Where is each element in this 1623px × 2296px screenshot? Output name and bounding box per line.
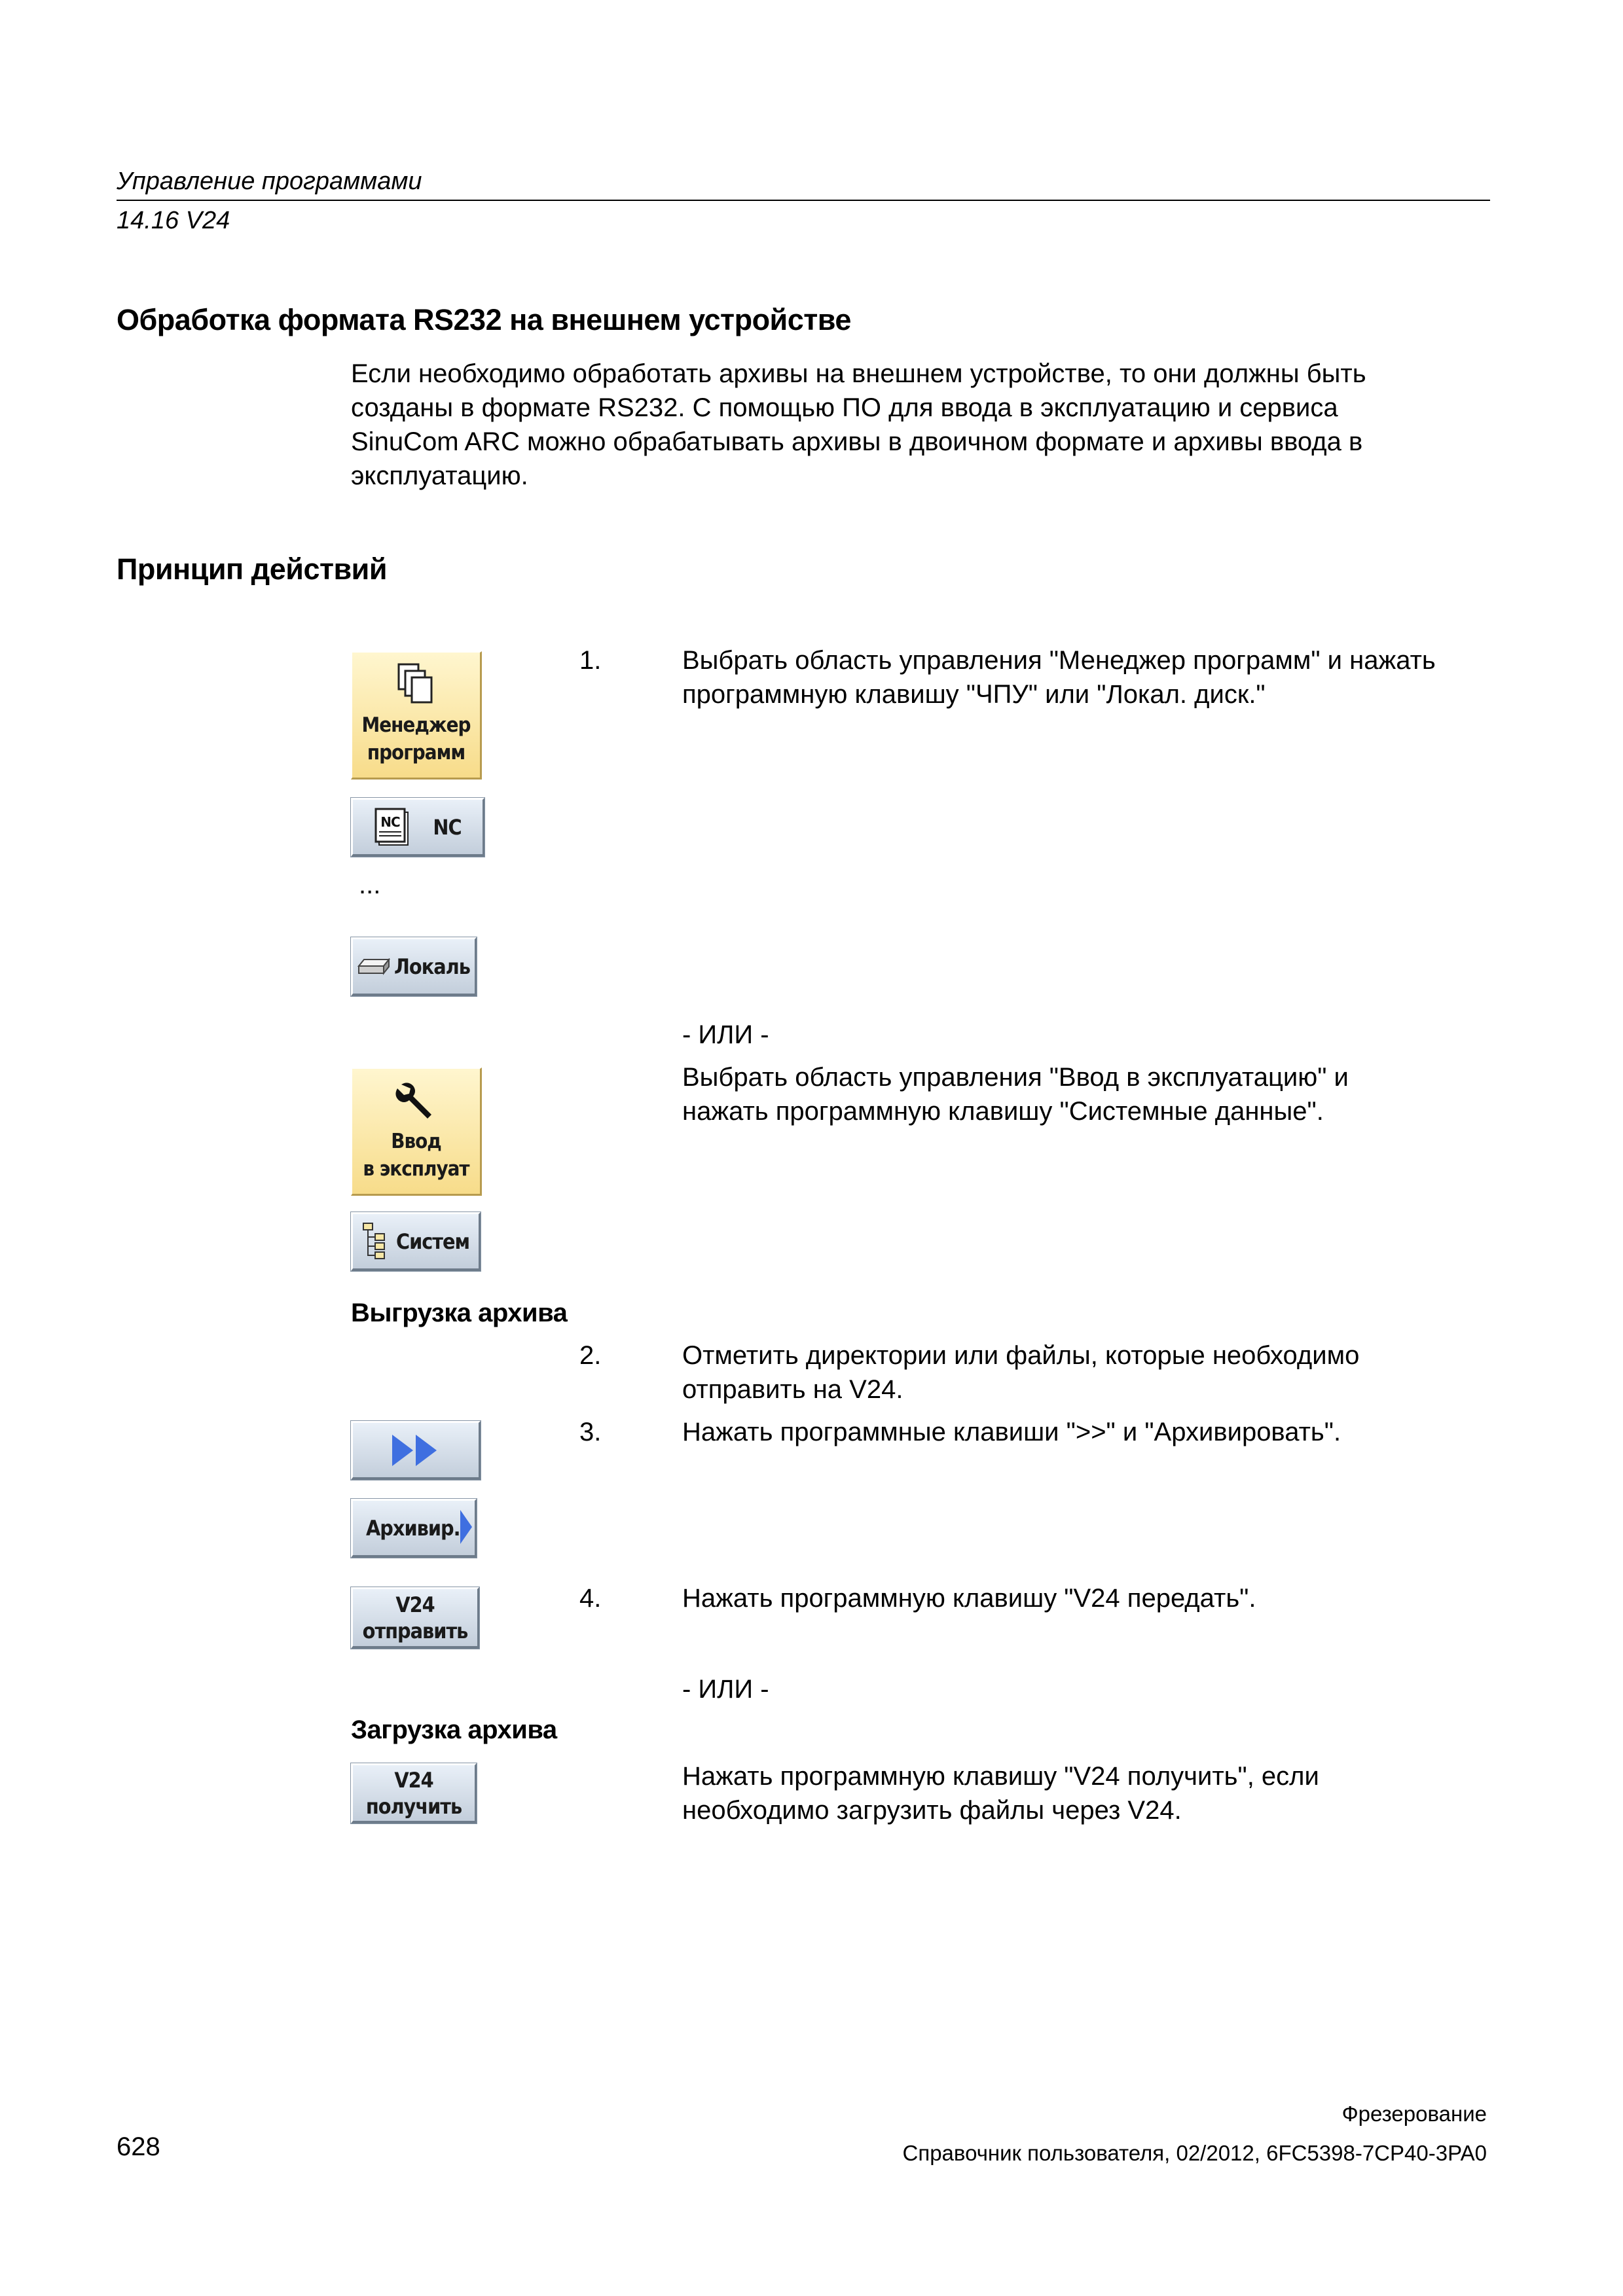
nc-label: NC	[433, 814, 462, 840]
step-line: Отметить директории или файлы, которые необходимо	[682, 1341, 1360, 1370]
wrench-icon	[393, 1078, 439, 1124]
step-line: необходимо загрузить файлы через V24.	[682, 1796, 1182, 1825]
alternative-step-text	[682, 1060, 1494, 1128]
submenu-arrow-icon	[459, 1507, 473, 1547]
tree-icon	[362, 1222, 391, 1261]
intro-line: SinuCom ARC можно обрабатывать архивы в двоичном формате и архивы ввода в	[351, 427, 1363, 456]
step-2-text	[682, 1338, 1494, 1407]
step-line: программную клавишу "ЧПУ" или "Локал. диск."	[682, 680, 1266, 709]
intro-paragraph	[351, 357, 1490, 493]
subheading-unload-archive: Выгрузка архива	[351, 1299, 568, 1327]
program-manager-icon	[393, 662, 439, 708]
more-softkey[interactable]	[351, 1421, 481, 1480]
footer-product: Фрезерование	[1341, 2102, 1487, 2126]
system-data-label: Систем	[395, 1229, 470, 1254]
v24-receive-softkey[interactable]	[351, 1763, 477, 1823]
step-line: Выбрать область управления "Менеджер программ" и нажать	[682, 646, 1436, 675]
local-drive-icon	[357, 958, 390, 975]
step-line: Выбрать область управления "Ввод в эксплуатацию" и	[682, 1063, 1349, 1092]
program-manager-label: Менеджер программ	[361, 713, 471, 764]
commissioning-label: Ввод в эксплуат	[363, 1130, 469, 1181]
step-line: нажать программную клавишу "Системные данные".	[682, 1097, 1324, 1126]
subheading-load-archive: Загрузка архива	[351, 1715, 557, 1744]
double-arrow-icon	[390, 1431, 442, 1470]
step-1-text	[682, 643, 1494, 711]
step-4-number: 4.	[579, 1584, 602, 1613]
or-separator-1: - ИЛИ -	[682, 1020, 769, 1049]
step-4-text: Нажать программную клавишу "V24 передать".	[682, 1584, 1256, 1613]
running-header-chapter: Управление программами	[117, 168, 422, 195]
or-separator-2: - ИЛИ -	[682, 1675, 769, 1704]
local-drive-softkey[interactable]	[351, 937, 477, 996]
system-data-softkey[interactable]	[351, 1212, 481, 1271]
archive-label: Архивир.	[366, 1515, 460, 1541]
header-rule	[117, 200, 1490, 201]
v24-send-softkey[interactable]	[351, 1587, 479, 1649]
local-drive-label: Локаль	[394, 954, 470, 979]
program-manager-button[interactable]	[351, 651, 482, 780]
section-title-procedure: Принцип действий	[117, 552, 387, 586]
v24-send-label: V24 отправить	[362, 1592, 468, 1643]
step-3-number: 3.	[579, 1418, 602, 1446]
receive-step-text	[682, 1759, 1494, 1827]
step-line: отправить на V24.	[682, 1375, 903, 1404]
footer-reference: Справочник пользователя, 02/2012, 6FC5398-7CP40-3PA0	[902, 2141, 1487, 2165]
intro-line: эксплуатацию.	[351, 461, 528, 490]
step-3-text: Нажать программные клавиши ">>" и "Архивировать".	[682, 1418, 1341, 1446]
running-header-section: 14.16 V24	[117, 207, 230, 234]
section-title-rs232: Обработка формата RS232 на внешнем устройстве	[117, 303, 851, 336]
archive-softkey[interactable]	[351, 1499, 477, 1558]
nc-softkey[interactable]	[351, 798, 484, 857]
step-2-number: 2.	[579, 1341, 602, 1370]
nc-icon-text: NC	[380, 814, 401, 830]
intro-line: Если необходимо обработать архивы на внешнем устройстве, то они должны быть	[351, 359, 1366, 388]
intro-line: созданы в формате RS232. С помощью ПО для ввода в эксплуатацию и сервиса	[351, 393, 1338, 422]
step-line: Нажать программную клавишу "V24 получить", если	[682, 1762, 1319, 1791]
v24-receive-label: V24 получить	[365, 1767, 462, 1819]
page-number: 628	[117, 2132, 160, 2161]
nc-document-icon	[374, 807, 410, 848]
commissioning-button[interactable]	[351, 1067, 482, 1196]
step-1-number: 1.	[579, 646, 602, 675]
ellipsis: ...	[359, 870, 381, 899]
